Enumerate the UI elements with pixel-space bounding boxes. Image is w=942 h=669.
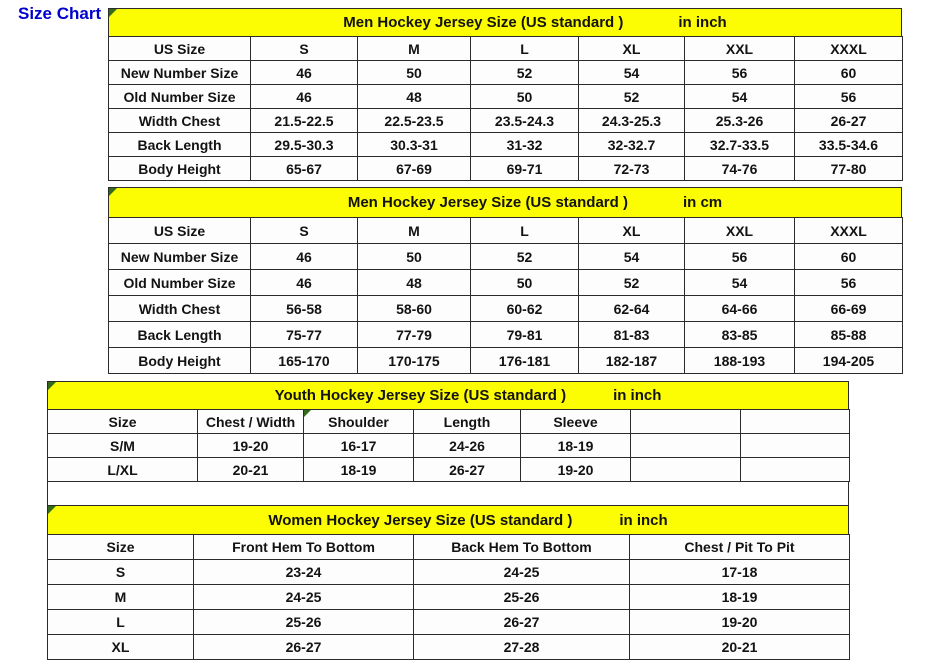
header-cell: M [358, 218, 471, 244]
value-cell: 18-19 [630, 585, 850, 610]
value-cell: 85-88 [795, 322, 903, 348]
value-cell: 170-175 [358, 348, 471, 374]
value-cell: 50 [471, 270, 579, 296]
value-cell: 66-69 [795, 296, 903, 322]
value-cell: 31-32 [471, 133, 579, 157]
value-cell: 32-32.7 [579, 133, 685, 157]
table-row [48, 434, 850, 458]
table-unit: in inch [678, 14, 727, 31]
value-cell: 52 [471, 61, 579, 85]
value-cell: 26-27 [795, 109, 903, 133]
header-cell: XXXL [795, 218, 903, 244]
value-cell: 18-19 [521, 434, 631, 458]
header-cell: US Size [109, 218, 251, 244]
value-cell: 65-67 [251, 157, 358, 181]
value-cell: 24-25 [414, 560, 630, 585]
men-inch-table-section [108, 8, 902, 181]
page-title: Size Chart [18, 4, 102, 23]
value-cell: 48 [358, 270, 471, 296]
header-cell: Length [414, 410, 521, 434]
table-unit: in inch [619, 511, 668, 529]
table-row [109, 322, 903, 348]
table-row [109, 157, 903, 181]
value-cell: 194-205 [795, 348, 903, 374]
value-cell [741, 434, 850, 458]
value-cell: 22.5-23.5 [358, 109, 471, 133]
women-size-table [47, 534, 850, 660]
men-inch-size-table [108, 36, 903, 181]
header-row [48, 535, 850, 560]
value-cell: 25-26 [414, 585, 630, 610]
value-cell: 17-18 [630, 560, 850, 585]
value-cell: 52 [579, 85, 685, 109]
men-cm-size-table [108, 217, 903, 374]
header-cell: Shoulder [304, 410, 414, 434]
value-cell: 27-28 [414, 635, 630, 660]
value-cell: 33.5-34.6 [795, 133, 903, 157]
value-cell: 56 [685, 61, 795, 85]
corner-triangle-icon [109, 188, 117, 196]
value-cell: 25.3-26 [685, 109, 795, 133]
value-cell: 79-81 [471, 322, 579, 348]
value-cell: 46 [251, 270, 358, 296]
value-cell: 54 [685, 270, 795, 296]
header-row [109, 218, 903, 244]
header-cell: XXL [685, 218, 795, 244]
value-cell: 60 [795, 61, 903, 85]
header-cell [741, 410, 850, 434]
value-cell: 26-27 [414, 610, 630, 635]
header-cell: Size [48, 410, 198, 434]
header-cell: Size [48, 535, 194, 560]
value-cell: 58-60 [358, 296, 471, 322]
value-cell: 26-27 [414, 458, 521, 482]
value-cell [741, 458, 850, 482]
header-cell: Chest / Width [198, 410, 304, 434]
value-cell: 24-26 [414, 434, 521, 458]
header-cell: S [251, 218, 358, 244]
value-cell: 25-26 [194, 610, 414, 635]
value-cell: 83-85 [685, 322, 795, 348]
value-cell: 81-83 [579, 322, 685, 348]
header-row [109, 37, 903, 61]
header-row [48, 410, 850, 434]
header-cell: US Size [109, 37, 251, 61]
value-cell: 50 [471, 85, 579, 109]
value-cell: 20-21 [198, 458, 304, 482]
value-cell: 56 [795, 270, 903, 296]
value-cell: 16-17 [304, 434, 414, 458]
value-cell: 24-25 [194, 585, 414, 610]
table-row [109, 296, 903, 322]
youth-women-table-group [47, 381, 849, 660]
value-cell: 21.5-22.5 [251, 109, 358, 133]
value-cell: 77-80 [795, 157, 903, 181]
value-cell: 182-187 [579, 348, 685, 374]
table-title: Men Hockey Jersey Size (US standard ) [347, 194, 628, 211]
value-cell: 19-20 [521, 458, 631, 482]
value-cell: 60-62 [471, 296, 579, 322]
men-cm-table-section [108, 187, 902, 374]
value-cell: 54 [579, 244, 685, 270]
table-row [109, 133, 903, 157]
value-cell: 19-20 [198, 434, 304, 458]
value-cell: 188-193 [685, 348, 795, 374]
value-cell: 56-58 [251, 296, 358, 322]
table-row [109, 244, 903, 270]
value-cell: 77-79 [358, 322, 471, 348]
value-cell: 54 [579, 61, 685, 85]
women-header-band [47, 505, 849, 534]
header-cell: Sleeve [521, 410, 631, 434]
table-row [48, 585, 850, 610]
table-row [109, 85, 903, 109]
value-cell: 18-19 [304, 458, 414, 482]
table-row [48, 610, 850, 635]
value-cell: 23-24 [194, 560, 414, 585]
corner-triangle-icon [48, 382, 56, 390]
value-cell: 56 [685, 244, 795, 270]
row-label-cell: New Number Size [109, 244, 251, 270]
table-row [109, 61, 903, 85]
header-cell: Back Hem To Bottom [414, 535, 630, 560]
row-label-cell: M [48, 585, 194, 610]
value-cell: 46 [251, 244, 358, 270]
header-cell: M [358, 37, 471, 61]
header-cell: XL [579, 218, 685, 244]
header-cell [631, 410, 741, 434]
row-label-cell: L [48, 610, 194, 635]
row-label-cell: Body Height [109, 348, 251, 374]
value-cell: 67-69 [358, 157, 471, 181]
header-cell: L [471, 37, 579, 61]
value-cell [631, 434, 741, 458]
header-cell: XXXL [795, 37, 903, 61]
row-label-cell: Old Number Size [109, 270, 251, 296]
value-cell: 50 [358, 61, 471, 85]
header-cell: S [251, 37, 358, 61]
value-cell: 69-71 [471, 157, 579, 181]
value-cell: 75-77 [251, 322, 358, 348]
value-cell: 30.3-31 [358, 133, 471, 157]
men-inch-header-band [108, 8, 902, 36]
table-row [109, 348, 903, 374]
youth-size-table [47, 409, 850, 482]
corner-triangle-icon [48, 506, 56, 514]
header-cell: XXL [685, 37, 795, 61]
youth-header-band [47, 381, 849, 409]
row-label-cell: XL [48, 635, 194, 660]
table-row [109, 270, 903, 296]
corner-triangle-icon [109, 9, 117, 17]
header-cell: XL [579, 37, 685, 61]
value-cell: 24.3-25.3 [579, 109, 685, 133]
value-cell: 52 [579, 270, 685, 296]
header-cell: Front Hem To Bottom [194, 535, 414, 560]
row-label-cell: Back Length [109, 133, 251, 157]
table-title: Women Hockey Jersey Size (US standard ) [268, 511, 573, 529]
value-cell: 54 [685, 85, 795, 109]
value-cell [631, 458, 741, 482]
row-label-cell: Width Chest [109, 109, 251, 133]
men-cm-header-band [108, 187, 902, 217]
value-cell: 46 [251, 85, 358, 109]
row-label-cell: Back Length [109, 322, 251, 348]
row-label-cell: S/M [48, 434, 198, 458]
value-cell: 46 [251, 61, 358, 85]
table-row [48, 635, 850, 660]
value-cell: 165-170 [251, 348, 358, 374]
value-cell: 176-181 [471, 348, 579, 374]
value-cell: 74-76 [685, 157, 795, 181]
table-title: Youth Hockey Jersey Size (US standard ) [274, 387, 567, 404]
row-label-cell: S [48, 560, 194, 585]
header-cell: Chest / Pit To Pit [630, 535, 850, 560]
value-cell: 50 [358, 244, 471, 270]
row-label-cell: L/XL [48, 458, 198, 482]
value-cell: 56 [795, 85, 903, 109]
row-label-cell: Width Chest [109, 296, 251, 322]
row-label-cell: New Number Size [109, 61, 251, 85]
table-unit: in inch [613, 387, 662, 404]
value-cell: 62-64 [579, 296, 685, 322]
value-cell: 29.5-30.3 [251, 133, 358, 157]
value-cell: 64-66 [685, 296, 795, 322]
value-cell: 23.5-24.3 [471, 109, 579, 133]
row-label-cell: Old Number Size [109, 85, 251, 109]
table-row [109, 109, 903, 133]
header-cell: L [471, 218, 579, 244]
table-group-spacer [47, 482, 849, 505]
value-cell: 20-21 [630, 635, 850, 660]
table-row [48, 458, 850, 482]
value-cell: 48 [358, 85, 471, 109]
value-cell: 72-73 [579, 157, 685, 181]
table-unit: in cm [682, 194, 723, 211]
value-cell: 19-20 [630, 610, 850, 635]
table-row [48, 560, 850, 585]
table-title: Men Hockey Jersey Size (US standard ) [343, 14, 624, 31]
value-cell: 32.7-33.5 [685, 133, 795, 157]
row-label-cell: Body Height [109, 157, 251, 181]
value-cell: 26-27 [194, 635, 414, 660]
value-cell: 60 [795, 244, 903, 270]
value-cell: 52 [471, 244, 579, 270]
